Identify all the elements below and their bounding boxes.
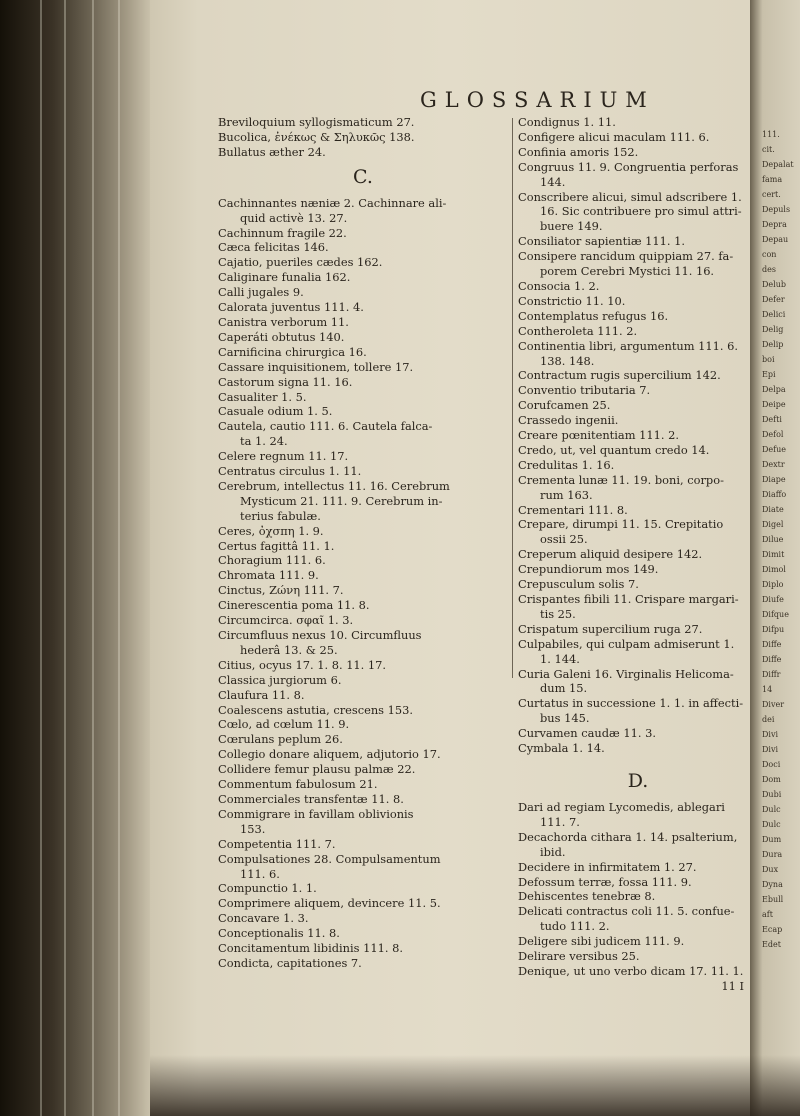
glossary-entry: Breviloquium syllogismaticum 27. xyxy=(218,115,415,129)
glossary-entry: Competentia 111. 7. xyxy=(218,836,336,851)
adjacent-page-text-fragment: Delpa xyxy=(762,385,786,394)
glossary-entry: Ceres, ὀχσπη 1. 9. xyxy=(218,523,324,538)
adjacent-page-text-fragment: Epi xyxy=(762,370,776,379)
glossary-entry: Curtatus in successione 1. 1. in affecti- xyxy=(518,696,744,711)
adjacent-page-text-fragment: Diaffo xyxy=(762,490,787,499)
glossary-entry: Circumfluus nexus 10. Circumfluus xyxy=(218,628,422,642)
adjacent-page-text-fragment: Dimol xyxy=(762,565,786,574)
adjacent-page-text-fragment: Dulc xyxy=(762,805,781,814)
glossary-entry: Consipere rancidum quippiam 27. fa- xyxy=(518,249,734,264)
adjacent-page-text-fragment: Dyna xyxy=(762,880,783,889)
adjacent-page-text-fragment: Diffe xyxy=(762,655,782,664)
glossary-entry: Commentum fabulosum 21. xyxy=(218,777,378,792)
glossary-entry: Canistra verborum 11. xyxy=(218,314,349,329)
glossary-entry: Cachinnantes næniæ 2. Cachinnare ali- xyxy=(218,195,447,210)
glossary-entry: Crementa lunæ 11. 19. boni, corpo- xyxy=(518,472,724,487)
glossary-entry: Curvamen caudæ 11. 3. xyxy=(518,726,656,741)
glossary-entry: terius fabulæ. xyxy=(240,508,321,523)
glossary-entry: Crassedo ingenii. xyxy=(518,413,619,428)
glossary-entry: bus 145. xyxy=(540,711,590,726)
book-binding-gutter xyxy=(0,0,150,1116)
adjacent-page-text-fragment: dei xyxy=(762,715,775,724)
glossary-entry: rum 163. xyxy=(540,487,593,502)
glossary-entry: Choragium 111. 6. xyxy=(218,553,326,568)
glossary-entry: Configere alicui maculam 111. 6. xyxy=(518,129,710,144)
glossary-entry: Condicta, capitationes 7. xyxy=(218,955,362,970)
adjacent-page-text-fragment: Dimit xyxy=(762,550,785,559)
glossary-entry: 16. Sic contribuere pro simul attri- xyxy=(540,204,742,219)
glossary-entry: Decachorda cithara 1. 14. psalterium, xyxy=(518,829,738,844)
glossary-entry: Corufcamen 25. xyxy=(518,398,611,413)
glossary-entry: tis 25. xyxy=(540,606,576,621)
glossary-entry: Contheroleta 111. 2. xyxy=(518,323,638,338)
glossary-entry: Certus fagittâ 11. 1. xyxy=(218,538,335,553)
glossary-entry: Crepundiorum mos 149. xyxy=(518,562,659,577)
adjacent-page-text-fragment: Depalat xyxy=(762,160,794,169)
glossary-entry: Crementari 111. 8. xyxy=(518,502,628,517)
glossary-entry: Cerebrum, intellectus 11. 16. Cerebrum xyxy=(218,478,450,493)
glossary-entry: Claufura 11. 8. xyxy=(218,687,305,702)
glossary-entry: Congruus 11. 9. Congruentia perforas xyxy=(518,159,739,174)
adjacent-page-text-fragment: Diffr xyxy=(762,670,781,679)
glossary-entry: Crispatum supercilium ruga 27. xyxy=(518,621,703,636)
glossary-entry: Constrictio 11. 10. xyxy=(518,293,626,308)
glossary-entry: Cassare inquisitionem, tollere 17. xyxy=(218,359,414,374)
glossary-entry: Cæca felicitas 146. xyxy=(218,240,329,255)
adjacent-page-text-fragment: Dux xyxy=(762,865,779,874)
glossary-entry: Dehiscentes tenebræ 8. xyxy=(518,889,656,904)
glossary-entry: Condignus 1. 11. xyxy=(518,115,616,129)
section-letter: C. xyxy=(353,165,373,188)
glossary-entry: Compulsationes 28. Compulsamentum xyxy=(218,851,441,866)
adjacent-page-text-fragment: cert. xyxy=(762,190,781,199)
glossary-entry: Delirare versibus 25. xyxy=(518,949,640,964)
glossary-entry: Crispantes fibili 11. Crispare margari- xyxy=(518,592,739,606)
glossary-entry: Compunctio 1. 1. xyxy=(218,881,317,896)
adjacent-page-text-fragment: des xyxy=(762,265,776,274)
glossary-entry: 144. xyxy=(540,174,566,189)
adjacent-page-text-fragment: 111. xyxy=(762,130,780,139)
glossary-entry: Classica jurgiorum 6. xyxy=(218,672,342,687)
adjacent-page-text-fragment: aft xyxy=(762,910,773,919)
adjacent-page-text-fragment: Delig xyxy=(762,325,784,334)
glossary-entry: Decidere in infirmitatem 1. 27. xyxy=(518,859,697,874)
adjacent-page-text-fragment: Difque xyxy=(762,610,789,619)
adjacent-page-text-fragment: Diate xyxy=(762,505,784,514)
glossary-entry: 1. 144. xyxy=(540,651,580,666)
glossary-entry: Casuale odium 1. 5. xyxy=(218,404,333,419)
glossary-entry: Credulitas 1. 16. xyxy=(518,457,615,472)
adjacent-page-text-fragment: Ebull xyxy=(762,895,784,904)
glossary-entry: Cautela, cautio 111. 6. Cautela falca- xyxy=(218,419,433,434)
adjacent-page-text-fragment: Delici xyxy=(762,310,786,319)
glossary-entry: Concitamentum libidinis 111. 8. xyxy=(218,941,403,956)
glossary-entry: ossii 25. xyxy=(540,532,588,547)
glossary-entry: Confinia amoris 152. xyxy=(518,144,639,159)
glossary-entry: Caperáti obtutus 140. xyxy=(218,329,345,344)
glossary-entry: Commerciales transfentæ 11. 8. xyxy=(218,791,404,806)
glossary-entry: Cymbala 1. 14. xyxy=(518,741,605,756)
adjacent-page-text-fragment: 14 xyxy=(762,685,773,694)
adjacent-page-text-fragment: Delip xyxy=(762,340,784,349)
adjacent-page-text-fragment: Depuls xyxy=(762,205,791,214)
glossary-entry: Centratus circulus 1. 11. xyxy=(218,464,362,479)
column-divider xyxy=(512,118,513,678)
glossary-entry: Calli jugales 9. xyxy=(218,285,304,300)
glossary-entry: Defossum terræ, fossa 111. 9. xyxy=(518,874,692,889)
glossary-entry: Continentia libri, argumentum 111. 6. xyxy=(518,338,739,353)
glossary-entry: 111. 6. xyxy=(240,866,280,881)
adjacent-page-text-fragment: Defol xyxy=(762,430,784,439)
left-column xyxy=(218,115,508,971)
glossary-entry: Creperum aliquid desipere 142. xyxy=(518,547,703,562)
glossary-entry: hederâ 13. & 25. xyxy=(240,642,338,657)
glossary-entry: Cœrulans peplum 26. xyxy=(218,732,343,747)
glossary-entry: ta 1. 24. xyxy=(240,434,288,449)
glossary-entry: Deligere sibi judicem 111. 9. xyxy=(518,934,685,949)
glossary-entry: Crepare, dirumpi 11. 15. Crepitatio xyxy=(518,517,724,532)
glossary-entry: Curia Galeni 16. Virginalis Helicoma- xyxy=(518,666,734,681)
glossary-entry: Conceptionalis 11. 8. xyxy=(218,926,340,941)
adjacent-page-text-fragment: Dextr xyxy=(762,460,785,469)
glossary-entry: Circumcirca. σφαῖ 1. 3. xyxy=(218,613,354,628)
adjacent-page-text-fragment: Diufe xyxy=(762,595,784,604)
glossary-entry: dum 15. xyxy=(540,681,588,696)
adjacent-page-text-fragment: Ecap xyxy=(762,925,783,934)
adjacent-page-text-fragment: Dom xyxy=(762,775,781,784)
adjacent-page-text-fragment: Digel xyxy=(762,520,784,529)
glossary-entry: Carnificina chirurgica 16. xyxy=(218,344,367,359)
adjacent-page-text-fragment: Dum xyxy=(762,835,782,844)
glossary-entry: Commigrare in favillam oblivionis xyxy=(218,806,414,821)
glossary-entry: quid activè 13. 27. xyxy=(240,210,348,225)
glossary-entry: Cœlo, ad cœlum 11. 9. xyxy=(218,717,350,732)
glossary-entry: Creare pœnitentiam 111. 2. xyxy=(518,428,679,443)
adjacent-page-text-fragment: Diver xyxy=(762,700,785,709)
glossary-entry: tudo 111. 2. xyxy=(540,919,610,934)
glossary-entry: Comprimere aliquem, devincere 11. 5. xyxy=(218,896,441,911)
glossary-entry: Cajatio, pueriles cædes 162. xyxy=(218,255,383,270)
glossary-entry: 153. xyxy=(240,821,266,836)
adjacent-page-text-fragment: Defue xyxy=(762,445,786,454)
adjacent-page-text-fragment: Defti xyxy=(762,415,782,424)
section-letter: D. xyxy=(627,769,649,792)
catchword: 11 I xyxy=(721,978,744,993)
glossary-entry: Consocia 1. 2. xyxy=(518,278,600,293)
adjacent-page-text-fragment: Doci xyxy=(762,760,781,769)
adjacent-page-text-fragment: Diplo xyxy=(762,580,784,589)
adjacent-page-text-fragment: Difpu xyxy=(762,625,785,634)
glossary-entry: buere 149. xyxy=(540,219,603,234)
glossary-entry: Casualiter 1. 5. xyxy=(218,389,307,404)
glossary-entry: Contractum rugis supercilium 142. xyxy=(518,368,721,383)
adjacent-page-text-fragment: Dulc xyxy=(762,820,781,829)
glossary-entry: ibid. xyxy=(540,844,566,859)
glossary-entry: porem Cerebri Mystici 11. 16. xyxy=(540,264,715,279)
glossary-entry: Consiliator sapientiæ 111. 1. xyxy=(518,234,686,249)
adjacent-page-text-fragment: Defer xyxy=(762,295,785,304)
adjacent-page-text-fragment: con xyxy=(762,250,777,259)
glossary-entry: Cinctus, Ζώνη 111. 7. xyxy=(218,583,344,598)
glossary-entry: Caliginare funalia 162. xyxy=(218,270,351,285)
glossary-entry: Calorata juventus 111. 4. xyxy=(218,300,364,315)
page-bottom-shadow xyxy=(150,1055,800,1116)
glossary-entry: Coalescens astutia, crescens 153. xyxy=(218,702,414,717)
glossary-entry: Conventio tributaria 7. xyxy=(518,383,651,398)
glossary-entry: Culpabiles, qui culpam admiserunt 1. xyxy=(518,636,735,651)
glossary-entry: Mysticum 21. 111. 9. Cerebrum in- xyxy=(240,493,443,508)
glossary-entry: Cachinnum fragile 22. xyxy=(218,225,347,240)
glossary-entry: Credo, ut, vel quantum credo 14. xyxy=(518,442,710,457)
glossary-entry: Dari ad regiam Lycomedis, ablegari xyxy=(518,799,725,814)
glossary-entry: Concavare 1. 3. xyxy=(218,911,309,926)
adjacent-page-text-fragment: Delub xyxy=(762,280,786,289)
adjacent-page-text-fragment: boi xyxy=(762,355,775,364)
adjacent-page-text-fragment: Depra xyxy=(762,220,787,229)
adjacent-page-text-fragment: Deipe xyxy=(762,400,786,409)
adjacent-page-text-fragment: Divi xyxy=(762,730,779,739)
adjacent-page-text-fragment: Diffe xyxy=(762,640,782,649)
glossary-entry: Delicati contractus coli 11. 5. confue- xyxy=(518,904,735,919)
spacer xyxy=(518,756,758,764)
glossary-entry: Crepusculum solis 7. xyxy=(518,577,639,592)
glossary-entry: Denique, ut uno verbo dicam 17. 11. 1. xyxy=(518,963,744,978)
glossary-entry: Bullatus æther 24. xyxy=(218,144,326,159)
glossary-entry: Collegio donare aliquem, adjutorio 17. xyxy=(218,747,441,762)
glossary-entry: Bucolica, ἐνέκως & Σηλυκῶς 138. xyxy=(218,129,415,144)
page-title: GLOSSARIUM xyxy=(420,88,655,112)
adjacent-page-text-fragment: cit. xyxy=(762,145,775,154)
adjacent-page-text-fragment: Edet xyxy=(762,940,781,949)
glossary-entry: Collidere femur plausu palmæ 22. xyxy=(218,762,416,777)
adjacent-page-text-fragment: fama xyxy=(762,175,783,184)
glossary-entry: Chromata 111. 9. xyxy=(218,568,319,583)
adjacent-page-text-fragment: Divi xyxy=(762,745,779,754)
glossary-entry: Cinerescentia poma 11. 8. xyxy=(218,598,370,613)
adjacent-page-text-fragment: Diape xyxy=(762,475,786,484)
glossary-entry: Contemplatus refugus 16. xyxy=(518,308,669,323)
right-column xyxy=(518,115,758,994)
glossary-entry: Castorum signa 11. 16. xyxy=(218,374,353,389)
glossary-entry: Celere regnum 11. 17. xyxy=(218,449,349,464)
adjacent-page-text-fragment: Dura xyxy=(762,850,783,859)
glossary-entry: 138. 148. xyxy=(540,353,595,368)
glossary-entry: Conscribere alicui, simul adscribere 1. xyxy=(518,189,742,204)
glossary-entry: 111. 7. xyxy=(540,814,580,829)
adjacent-page-text-fragment: Depau xyxy=(762,235,789,244)
adjacent-page-text-fragment: Dilue xyxy=(762,535,784,544)
glossary-entry: Citius, ocyus 17. 1. 8. 11. 17. xyxy=(218,657,387,672)
adjacent-page-text-fragment: Dubi xyxy=(762,790,782,799)
